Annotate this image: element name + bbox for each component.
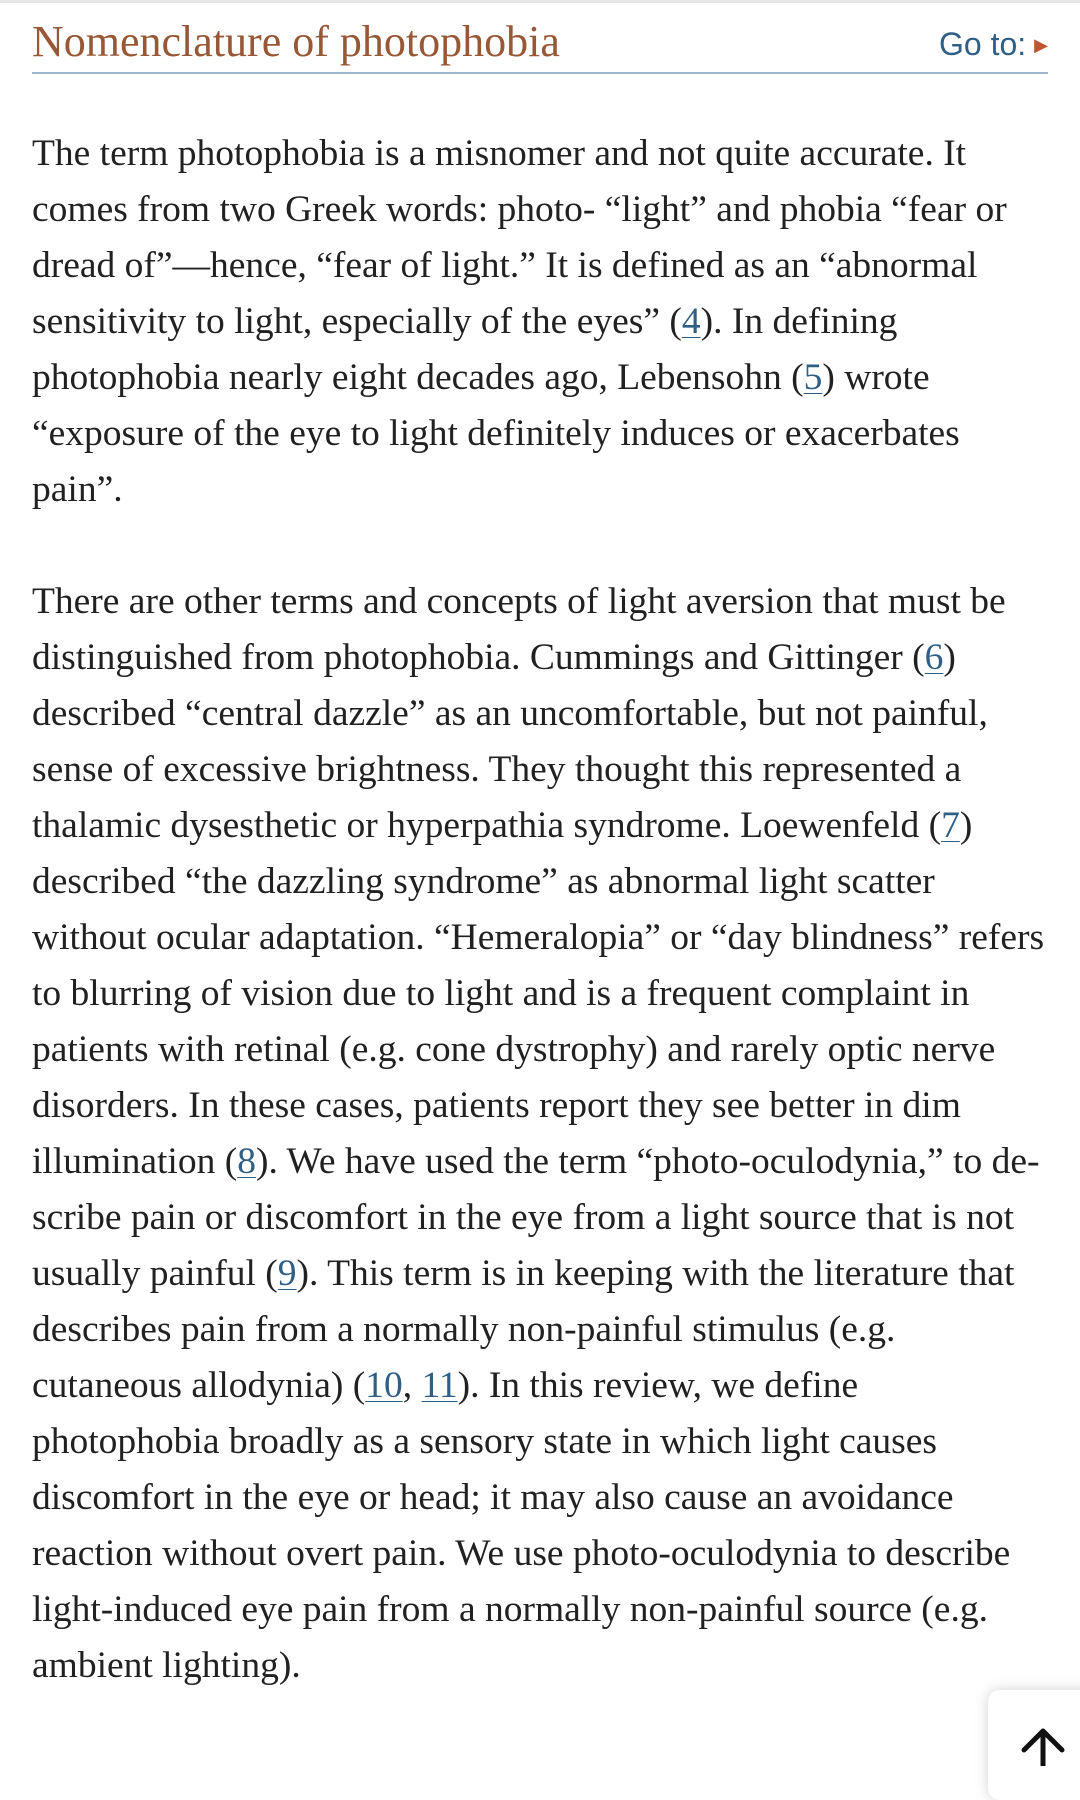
reference-link-8[interactable]: 8 xyxy=(237,1141,256,1182)
section-title: Nomenclature of photophobia xyxy=(32,17,560,66)
paragraph-text: ). This term is in keeping with the literature that describes pain from a normally non-painful stimulus (e.g. cutaneous allodynia) ( xyxy=(32,1253,1015,1406)
back-to-top-button[interactable] xyxy=(988,1690,1080,1800)
goto-link[interactable] xyxy=(939,20,1048,69)
paragraph-1 xyxy=(32,126,1052,518)
reference-link-6[interactable]: 6 xyxy=(924,637,944,678)
reference-link-4[interactable]: 4 xyxy=(681,301,701,342)
paragraph-text: ) described “central dazzle” as an uncomfortable, but not painful, sense of excessive brightness. They thought this represented a thalamic dysesthetic or hyperpathia syndrome. Loewenfeld ( xyxy=(32,637,988,846)
paragraph-text: ). We have used the term “photo-oculodynia,” to describe pain or discomfort in the eye from a light source that is not usually painful ( xyxy=(32,1141,1040,1294)
paragraph-text: There are other terms and concepts of light aversion that must be distinguished from photophobia. Cummings and Gittinger ( xyxy=(32,581,1006,678)
reference-link-10[interactable]: 10 xyxy=(365,1365,403,1406)
paragraph-text: The term photophobia is a misnomer and not quite accurate. It comes from two Greek words: photo- “light” and phobia “fear or dread of”—hence, “fear of light.” It is defined as an “abnormal sensitivity to light, especially of the eyes” ( xyxy=(32,133,1007,342)
goto-label[interactable]: Go to: xyxy=(939,26,1027,62)
reference-link-5[interactable]: 5 xyxy=(803,357,823,398)
section-header xyxy=(32,8,1048,74)
paragraph-text: ). In this review, we define photophobia broadly as a sensory state in which light causes discomfort in the eye or head; it may also cause an avoidance reaction without overt pain. We use photo-oculodynia to describe light-induced eye pain from a normally non-painful source (e.g. ambient lighting). xyxy=(32,1365,1011,1686)
right-triangle-icon: ▶ xyxy=(1034,35,1048,55)
top-divider xyxy=(0,0,1080,3)
paragraph-text: ). In defining photophobia nearly eight decades ago, Lebensohn ( xyxy=(32,301,898,398)
reference-link-11[interactable]: 11 xyxy=(421,1365,458,1406)
paragraph-text: ) wrote “exposure of the eye to light definitely induces or exacerbates pain”. xyxy=(32,357,960,510)
reference-separator: , xyxy=(402,1365,422,1406)
reference-link-9[interactable]: 9 xyxy=(277,1253,297,1294)
arrow-up-icon xyxy=(1016,1726,1070,1766)
paragraph-text: ) described “the dazzling syndrome” as abnormal light scatter without ocular adaptation. “Hemeralopia” or “day blindness” refers to blurring of vision due to light and is a frequent complaint in patients with retinal (e.g. cone dystrophy) and rarely optic nerve disorders. In these cases, patients report they see better in dim illumination ( xyxy=(32,805,1045,1182)
reference-link-7[interactable]: 7 xyxy=(941,805,960,846)
article-body xyxy=(32,126,1052,1750)
paragraph-2 xyxy=(32,574,1052,1694)
